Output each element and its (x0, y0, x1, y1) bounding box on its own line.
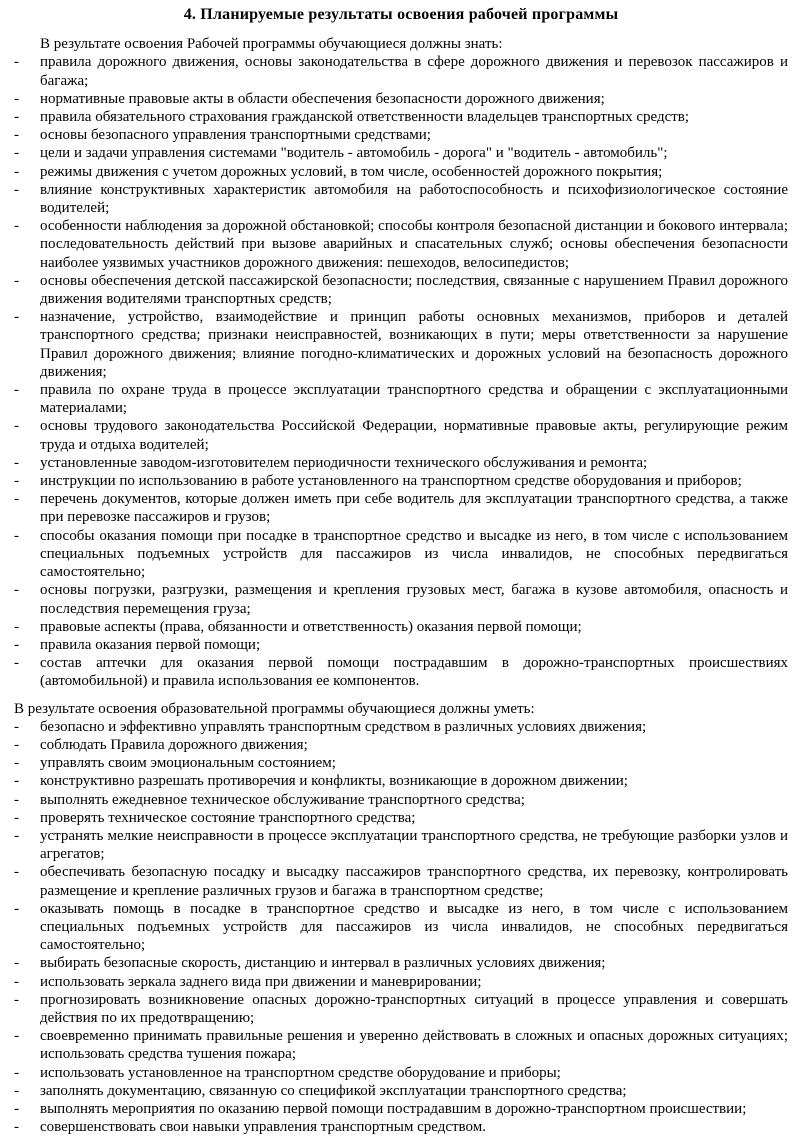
intro-able-paragraph: В результате освоения образовательной программы обучающиеся должны уметь: (14, 700, 535, 717)
list-item (14, 827, 788, 863)
bullet-dash: - (14, 900, 19, 917)
list-item-text: заполнять документацию, связанную со спецификой эксплуатации транспортного средства; (40, 1082, 627, 1099)
list-item (14, 1082, 788, 1100)
bullet-dash: - (14, 454, 19, 471)
bullet-dash: - (14, 773, 19, 790)
bullet-dash: - (14, 1119, 19, 1136)
bullet-dash: - (14, 491, 19, 508)
list-item-text: способы оказания помощи при посадке в транспортное средство и высадке из него, в том числе с использованием специальных подъемных устройств для пассажиров из числа инвалидов, не способных передвигаться самостоятельно; (40, 527, 788, 581)
list-item-text: инструкции по использованию в работе установленного на транспортном средстве оборудования и приборов; (40, 473, 742, 490)
list-item-text: выполнять мероприятия по оказанию первой помощи пострадавшим в дорожно-транспортном происшествии; (40, 1100, 747, 1117)
list-item-text: выполнять ежедневное техническое обслуживание транспортного средства; (40, 791, 525, 808)
bullet-dash: - (14, 636, 19, 653)
list-item (14, 527, 788, 582)
list-item-text: основы погрузки, разгрузки, размещения и крепления грузовых мест, багажа в кузове автомобиля, опасность и последствия перемещения груза; (40, 582, 788, 617)
list-item (14, 863, 788, 899)
list-item (14, 772, 788, 790)
list-item (14, 126, 788, 144)
list-item (14, 90, 788, 108)
bullet-dash: - (14, 991, 19, 1008)
list-item (14, 581, 788, 617)
list-item-text: состав аптечки для оказания первой помощи пострадавшим в дорожно-транспортных происшествиях (автомобильной) и правила использования ее компонентов. (40, 655, 788, 690)
list-item (14, 1027, 788, 1063)
list-item-text: соблюдать Правила дорожного движения; (40, 736, 308, 753)
list-item-text: своевременно принимать правильные решения и уверенно действовать в сложных и опасных дорожных ситуациях; использовать средства тушения пожара; (40, 1028, 788, 1063)
list-item (14, 454, 788, 472)
list-item-text: основы трудового законодательства Российской Федерации, нормативные правовые акты, регулирующие режим труда и отдыха водителей; (40, 418, 788, 453)
list-item (14, 718, 788, 736)
list-item-text: цели и задачи управления системами "водитель - автомобиль - дорога" и "водитель - автомобиль"; (40, 145, 668, 162)
list-item (14, 53, 788, 89)
list-item (14, 144, 788, 162)
list-item-text: выбирать безопасные скорость, дистанцию и интервал в различных условиях движения; (40, 955, 606, 972)
bullet-dash: - (14, 973, 19, 990)
list-item-text: конструктивно разрешать противоречия и конфликты, возникающие в дорожном движении; (40, 773, 628, 790)
list-item-text: нормативные правовые акты в области обеспечения безопасности дорожного движения; (40, 90, 605, 107)
bullet-dash: - (14, 864, 19, 881)
able-list (14, 718, 788, 1137)
list-item-text: перечень документов, которые должен иметь при себе водитель для эксплуатации транспортного средства, а также при перевозке пассажиров и грузов; (40, 491, 788, 526)
list-item-text: особенности наблюдения за дорожной обстановкой; способы контроля безопасной дистанции и бокового интервала; последовательность действий при вызове аварийных и спасательных служб; основы обеспечения безопасности наиболее уязвимых участников дорожного движения: пешеходов, велосипедистов; (40, 218, 788, 271)
list-item (14, 181, 788, 217)
bullet-dash: - (14, 736, 19, 753)
bullet-dash: - (14, 618, 19, 635)
bullet-dash: - (14, 791, 19, 808)
list-item-text: устранять мелкие неисправности в процессе эксплуатации транспортного средства, не требующие разборки узлов и агрегатов; (40, 827, 788, 863)
list-item-text: использовать установленное на транспортном средстве оборудование и приборы; (40, 1064, 561, 1081)
list-item-text: оказывать помощь в посадке в транспортное средство и высадке из него, в том числе с использованием специальных подъемных устройств для пассажиров из числа инвалидов, не способных передвигаться самостоятельно; (40, 900, 788, 954)
know-list (14, 53, 788, 690)
list-item-text: режимы движения с учетом дорожных условий, в том числе, особенностей дорожного покрытия; (40, 163, 663, 180)
bullet-dash: - (14, 955, 19, 972)
bullet-dash: - (14, 655, 19, 672)
bullet-dash: - (14, 272, 19, 289)
list-item (14, 1100, 788, 1118)
list-item (14, 754, 788, 772)
list-item-text: безопасно и эффективно управлять транспортным средством в различных условиях движения; (40, 718, 647, 735)
list-item-text: правила по охране труда в процессе эксплуатации транспортного средства и обращении с эксплуатационными материалами; (40, 382, 788, 417)
list-item-text: основы обеспечения детской пассажирской безопасности; последствия, связанные с нарушением Правил дорожного движения водителями транспортных средств; (40, 272, 788, 308)
list-item (14, 618, 788, 636)
list-item (14, 654, 788, 690)
list-item-text: прогнозировать возникновение опасных дорожно-транспортных ситуаций в процессе управления и совершать действия по их предотвращению; (40, 991, 788, 1026)
list-item (14, 163, 788, 181)
bullet-dash: - (14, 755, 19, 772)
bullet-dash: - (14, 527, 19, 544)
list-item-text: правила оказания первой помощи; (40, 636, 261, 653)
list-item (14, 973, 788, 991)
list-item-text: правила дорожного движения, основы законодательства в сфере дорожного движения и перевозок пассажиров и багажа; (40, 54, 788, 89)
bullet-dash: - (14, 218, 19, 235)
list-item (14, 991, 788, 1027)
list-item-text: назначение, устройство, взаимодействие и принцип работы основных механизмов, приборов и деталей транспортного средства; признаки неисправностей, возникающих в пути; меры ответственности за нарушение Правил дорожного движения; влияние погодно-климатических и дорожных условий на безопасность дорожного движения; (40, 309, 788, 380)
bullet-dash: - (14, 309, 19, 326)
bullet-dash: - (14, 827, 19, 844)
list-item-text: проверять техническое состояние транспортного средства; (40, 809, 416, 826)
list-item (14, 1118, 788, 1136)
bullet-dash: - (14, 382, 19, 399)
bullet-dash: - (14, 1028, 19, 1045)
list-item (14, 490, 788, 526)
list-item-text: влияние конструктивных характеристик автомобиля на работоспособность и психофизиологическое состояние водителей; (40, 181, 788, 217)
bullet-dash: - (14, 809, 19, 826)
list-item (14, 381, 788, 417)
bullet-dash: - (14, 181, 19, 198)
list-item (14, 636, 788, 654)
list-item (14, 417, 788, 453)
list-item (14, 217, 788, 272)
bullet-dash: - (14, 1100, 19, 1117)
list-item-text: правовые аспекты (права, обязанности и ответственность) оказания первой помощи; (40, 618, 582, 635)
bullet-dash: - (14, 1082, 19, 1099)
list-item-text: обеспечивать безопасную посадку и высадку пассажиров транспортного средства, их перевозку, контролировать размещение и крепление различных грузов и багажа в транспортном средстве; (40, 864, 788, 899)
list-item (14, 108, 788, 126)
list-item (14, 308, 788, 381)
list-item-text: правила обязательного страхования гражданской ответственности владельцев транспортных средств; (40, 109, 690, 126)
bullet-dash: - (14, 418, 19, 435)
page-title: 4. Планируемые результаты освоения рабочей программы (183, 6, 619, 23)
bullet-dash: - (14, 54, 19, 71)
list-item (14, 900, 788, 955)
bullet-dash: - (14, 109, 19, 126)
list-item (14, 472, 788, 490)
list-item (14, 809, 788, 827)
list-item (14, 1064, 788, 1082)
bullet-dash: - (14, 90, 19, 107)
list-item (14, 954, 788, 972)
intro-know-paragraph: В результате освоения Рабочей программы обучающиеся должны знать: (40, 36, 503, 53)
bullet-dash: - (14, 582, 19, 599)
list-item-text: совершенствовать свои навыки управления транспортным средством. (40, 1119, 486, 1136)
list-item-text: использовать зеркала заднего вида при движении и маневрировании; (40, 973, 482, 990)
bullet-dash: - (14, 1064, 19, 1081)
list-item (14, 791, 788, 809)
list-item-text: основы безопасного управления транспортными средствами; (40, 127, 431, 144)
bullet-dash: - (14, 718, 19, 735)
list-item-text: установленные заводом-изготовителем периодичности технического обслуживания и ремонта; (40, 454, 648, 471)
bullet-dash: - (14, 473, 19, 490)
bullet-dash: - (14, 145, 19, 162)
list-item-text: управлять своим эмоциональным состоянием; (40, 755, 336, 772)
bullet-dash: - (14, 163, 19, 180)
list-item (14, 736, 788, 754)
bullet-dash: - (14, 127, 19, 144)
list-item (14, 272, 788, 308)
